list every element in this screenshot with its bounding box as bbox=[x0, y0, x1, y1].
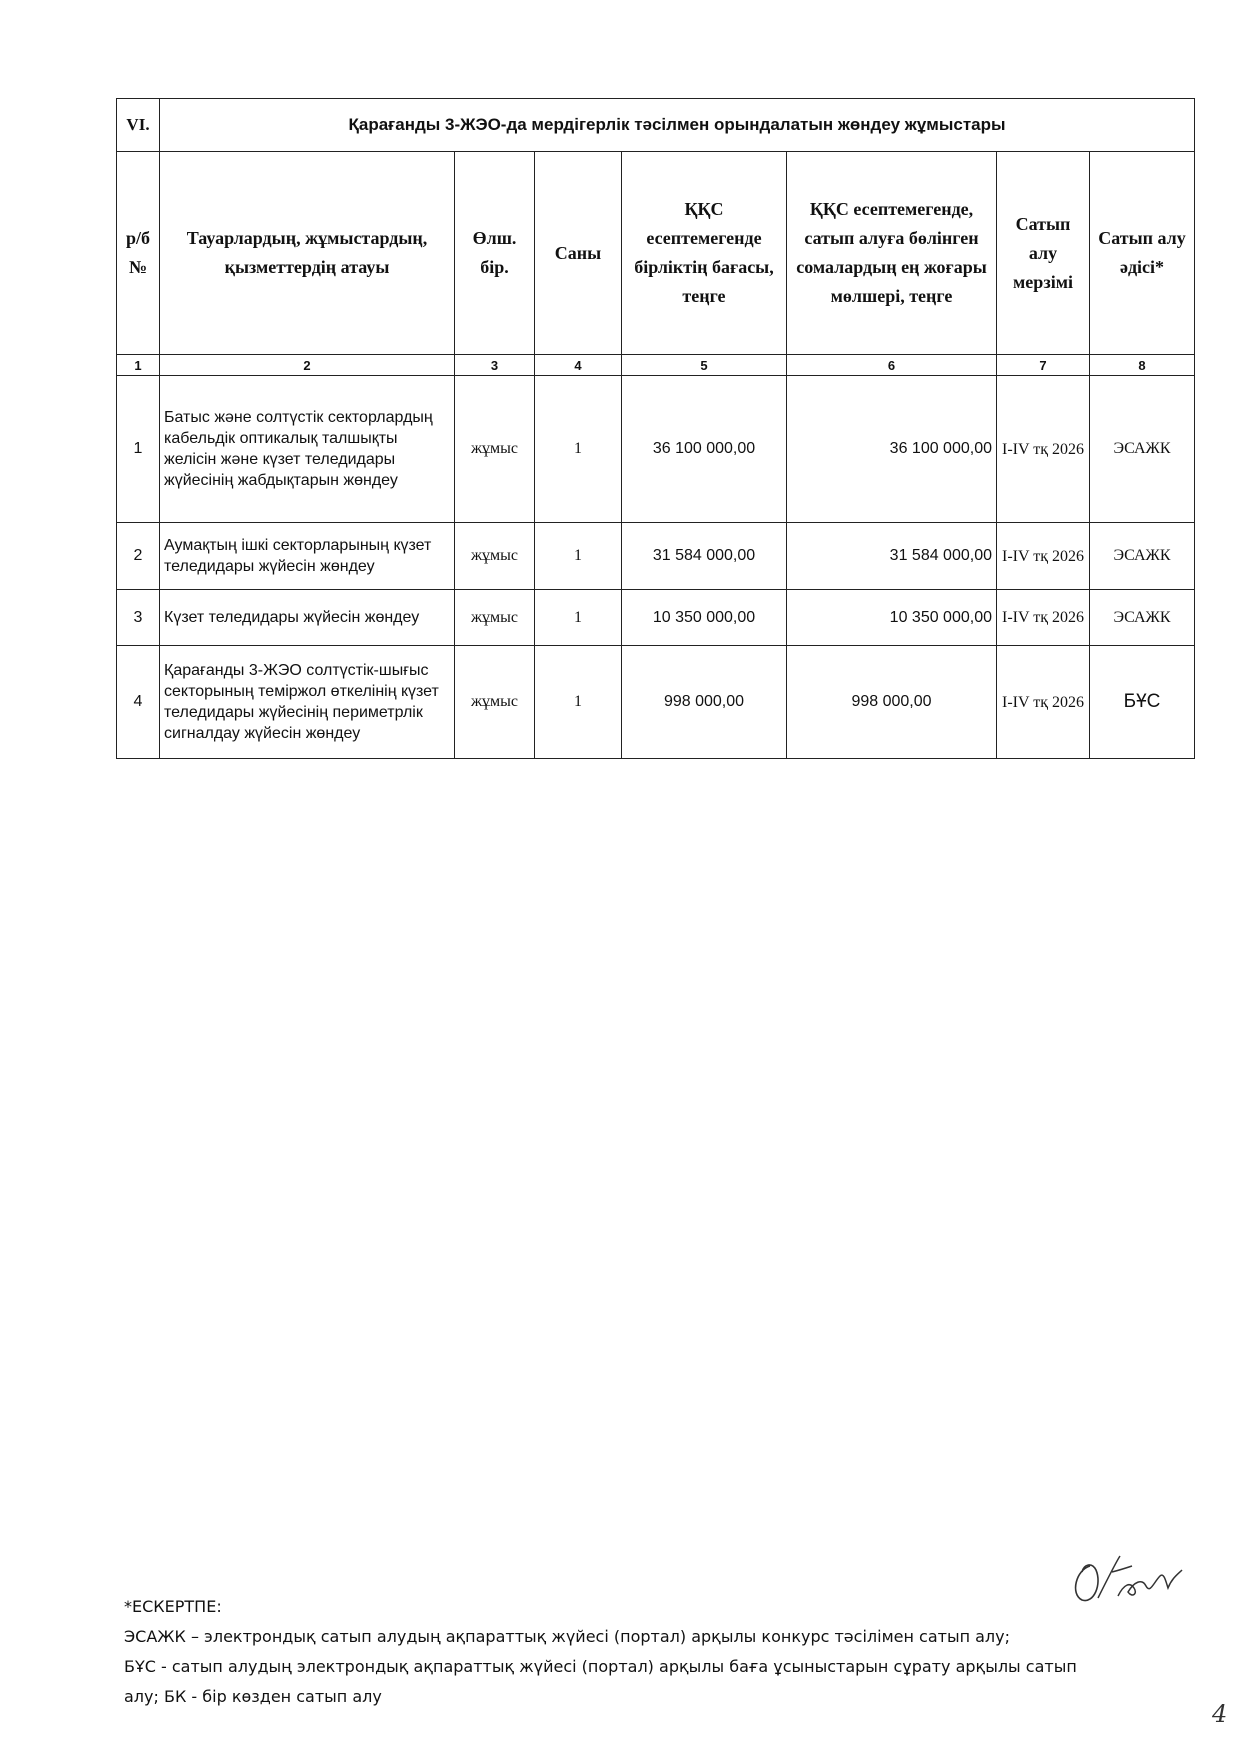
row-number: 3 bbox=[117, 590, 160, 646]
row-method: ЭСАЖК bbox=[1090, 590, 1195, 646]
row-unit: жұмыс bbox=[455, 523, 535, 590]
row-unit: жұмыс bbox=[455, 646, 535, 759]
header-num: р/б № bbox=[117, 152, 160, 355]
header-method: Сатып алу әдісі* bbox=[1090, 152, 1195, 355]
column-number: 6 bbox=[787, 355, 997, 376]
header-unit-price: ҚҚС есептемегенде бірліктің бағасы, теңге bbox=[622, 152, 787, 355]
row-qty: 1 bbox=[535, 523, 622, 590]
row-unit-price: 998 000,00 bbox=[622, 646, 787, 759]
row-number: 4 bbox=[117, 646, 160, 759]
row-unit-price: 10 350 000,00 bbox=[622, 590, 787, 646]
table-row bbox=[117, 376, 1195, 523]
column-number: 3 bbox=[455, 355, 535, 376]
row-name: Батыс және солтүстік секторлардың кабельдік оптикалық талшықты желісін және күзет теледидары жүйесінің жабдықтарын жөндеу bbox=[160, 376, 455, 523]
header-max-amount: ҚҚС есептемегенде, сатып алуға бөлінген сомалардың ең жоғары мөлшері, теңге bbox=[787, 152, 997, 355]
column-number: 2 bbox=[160, 355, 455, 376]
footnote-title: *ЕСКЕРТПЕ: bbox=[124, 1597, 222, 1616]
table-row bbox=[117, 523, 1195, 590]
row-qty: 1 bbox=[535, 376, 622, 523]
header-row bbox=[117, 152, 1195, 355]
row-method: БҰС bbox=[1090, 646, 1195, 759]
row-max-amount: 10 350 000,00 bbox=[787, 590, 997, 646]
footnote-line: алу; БК - бір көзден сатып алу bbox=[124, 1687, 382, 1706]
table-row bbox=[117, 590, 1195, 646]
row-unit-price: 31 584 000,00 bbox=[622, 523, 787, 590]
footnote-line: ЭСАЖК – электрондық сатып алудың ақпараттық жүйесі (портал) арқылы конкурс тәсілімен сатып алу; bbox=[124, 1627, 1011, 1646]
column-number: 8 bbox=[1090, 355, 1195, 376]
row-number: 1 bbox=[117, 376, 160, 523]
page-number: 4 bbox=[1212, 1700, 1228, 1728]
column-number: 5 bbox=[622, 355, 787, 376]
header-qty: Саны bbox=[535, 152, 622, 355]
column-number-row bbox=[117, 355, 1195, 376]
column-number: 4 bbox=[535, 355, 622, 376]
procurement-table bbox=[116, 98, 1195, 759]
row-term: I-IV тқ 2026 bbox=[997, 646, 1090, 759]
section-row bbox=[117, 99, 1195, 152]
section-title: Қарағанды 3-ЖЭО-да мердігерлік тәсілмен орындалатын жөндеу жұмыстары bbox=[160, 99, 1195, 152]
row-max-amount: 998 000,00 bbox=[787, 646, 997, 759]
header-unit: Өлш. бір. bbox=[455, 152, 535, 355]
row-term: I-IV тқ 2026 bbox=[997, 376, 1090, 523]
row-unit: жұмыс bbox=[455, 376, 535, 523]
footnote-line: БҰС - сатып алудың электрондық ақпараттық жүйесі (портал) арқылы баға ұсыныстарын сұрату арқылы сатып bbox=[124, 1657, 1077, 1676]
section-number: VI. bbox=[117, 99, 160, 152]
row-term: I-IV тқ 2026 bbox=[997, 590, 1090, 646]
row-name: Аумақтың ішкі секторларының күзет теледидары жүйесін жөндеу bbox=[160, 523, 455, 590]
row-max-amount: 36 100 000,00 bbox=[787, 376, 997, 523]
column-number: 1 bbox=[117, 355, 160, 376]
row-number: 2 bbox=[117, 523, 160, 590]
row-name: Қарағанды 3-ЖЭО солтүстік-шығыс секторының теміржол өткелінің күзет теледидары жүйесінің периметрлік сигналдау жүйесін жөндеу bbox=[160, 646, 455, 759]
row-unit: жұмыс bbox=[455, 590, 535, 646]
row-unit-price: 36 100 000,00 bbox=[622, 376, 787, 523]
table-row bbox=[117, 646, 1195, 759]
row-max-amount: 31 584 000,00 bbox=[787, 523, 997, 590]
footnote bbox=[124, 1592, 1084, 1712]
signature-image bbox=[1068, 1548, 1188, 1614]
column-number: 7 bbox=[997, 355, 1090, 376]
row-qty: 1 bbox=[535, 590, 622, 646]
row-name: Күзет теледидары жүйесін жөндеу bbox=[160, 590, 455, 646]
row-qty: 1 bbox=[535, 646, 622, 759]
row-method: ЭСАЖК bbox=[1090, 376, 1195, 523]
row-method: ЭСАЖК bbox=[1090, 523, 1195, 590]
header-name: Тауарлардың, жұмыстардың, қызметтердің атауы bbox=[160, 152, 455, 355]
row-term: I-IV тқ 2026 bbox=[997, 523, 1090, 590]
header-term: Сатып алу мерзімі bbox=[997, 152, 1090, 355]
